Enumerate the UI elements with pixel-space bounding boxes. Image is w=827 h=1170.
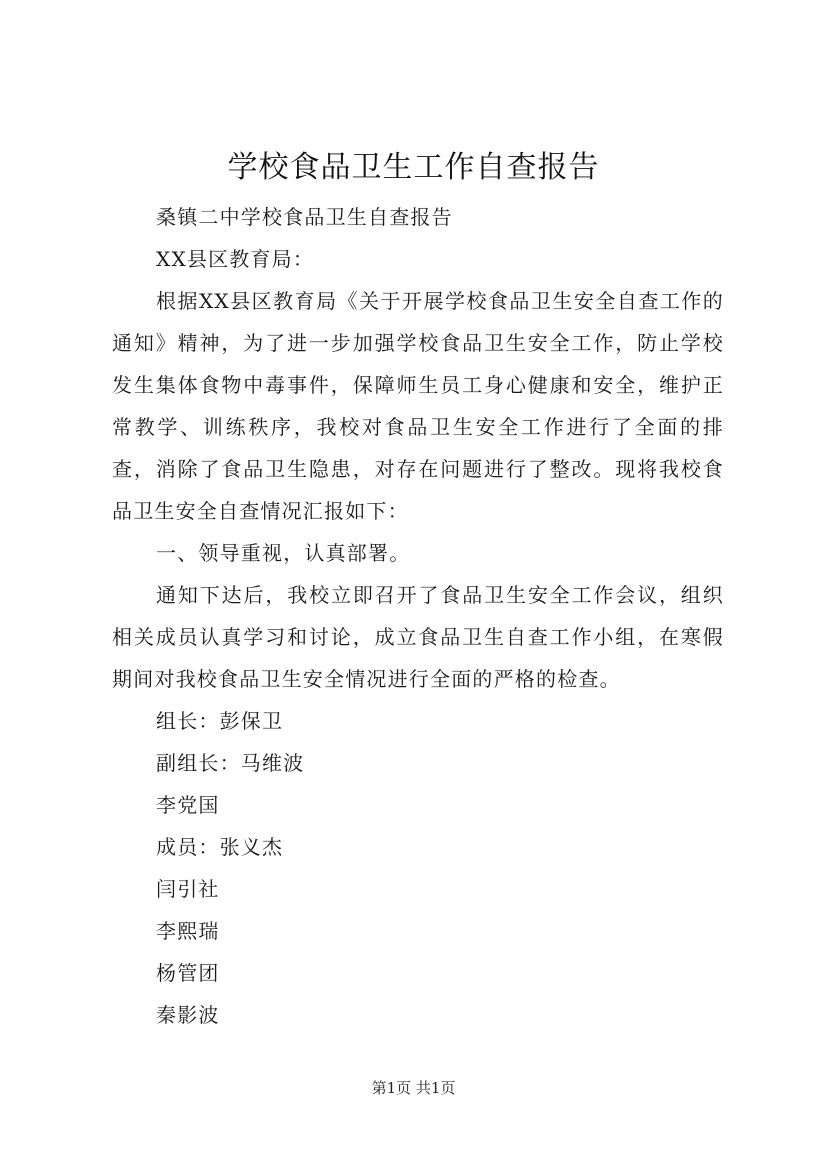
notice-paragraph: 通知下达后，我校立即召开了食品卫生安全工作会议，组织相关成员认真学习和讨论，成立食品卫生自查工作小组，在寒假期间对我校食品卫生安全情况进行全面的严格的检查。 — [112, 583, 724, 691]
addressee-line: XX县区教育局： — [156, 247, 315, 271]
document-subtitle: 桑镇二中学校食品卫生自查报告 — [156, 205, 453, 229]
document-body — [112, 196, 724, 1036]
member-line: 李熙瑞 — [156, 919, 220, 943]
page-footer: 第1页 共1页 — [371, 1079, 456, 1097]
member-line: 组长：彭保卫 — [156, 709, 284, 733]
member-line: 闫引社 — [156, 877, 220, 901]
document-title: 学校食品卫生工作自查报告 — [227, 150, 600, 185]
intro-paragraph: 根据XX县区教育局《关于开展学校食品卫生安全自查工作的通知》精神，为了进一步加强学校食品卫生安全工作，防止学校发生集体食物中毒事件，保障师生员工身心健康和安全，维护正常教学、训练秩序，我校对食品卫生安全工作进行了全面的排查，消除了食品卫生隐患，对存在问题进行了整改。现将我校食品卫生安全自查情况汇报如下： — [112, 289, 724, 523]
member-line: 成员：张义杰 — [156, 835, 284, 859]
member-line: 副组长：马维波 — [156, 751, 305, 775]
member-line: 秦影波 — [156, 1003, 220, 1027]
section-heading: 一、领导重视，认真部署。 — [156, 541, 411, 565]
member-line: 李党国 — [156, 793, 220, 817]
member-line: 杨管团 — [156, 961, 220, 985]
